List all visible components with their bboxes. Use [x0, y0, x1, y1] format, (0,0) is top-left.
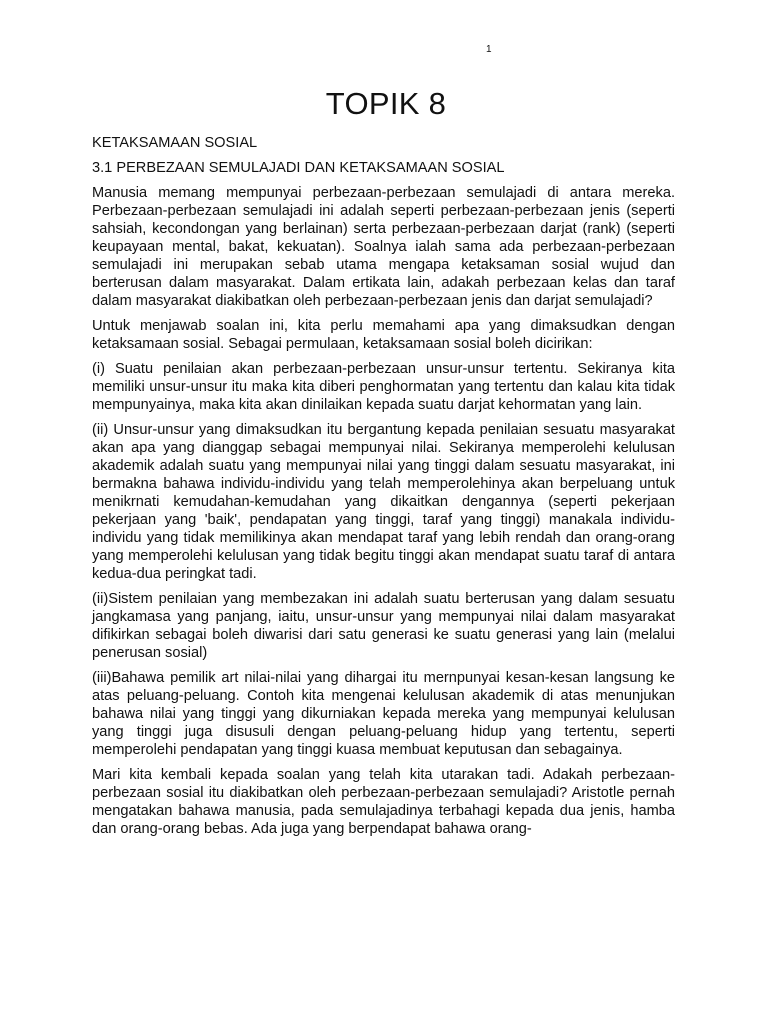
subsection-heading: 3.1 PERBEZAAN SEMULAJADI DAN KETAKSAMAAN SOSIAL [92, 160, 505, 176]
paragraph-point-ii-system: (ii)Sistem penilaian yang membezakan ini adalah suatu berterusan yang dalam sesuatu jangkamasa yang panjang, iaitu, unsur-unsur yang mempunyai nilai dalam masyarakat difikirkan sebagai boleh diwarisi dari satu generasi ke suatu generasi yang lain (melalui penerusan sosial) [92, 591, 675, 661]
paragraph-point-iii: (iii)Bahawa pemilik art nilai-nilai yang dihargai itu mernpunyai kesan-kesan langsung ke atas peluang-peluang. Contoh kita mengenai kelulusan akademik di atas menunjukan bahawa nilai yang tinggi yang dikurniakan kepada mereka yang mempunyai kelulusan yang tinggi juga disusuli dengan peluang-peluang hidup yang tertentu, seperti memperolehi pendapatan yang tinggi kuasa membuat keputusan dan sebagainya. [92, 670, 675, 758]
document-body [92, 134, 675, 845]
page-number: 1 [486, 44, 492, 55]
paragraph-question: Untuk menjawab soalan ini, kita perlu memahami apa yang dimaksudkan dengan ketaksamaan sosial. Sebagai permulaan, ketaksamaan sosial boleh dicirikan: [92, 318, 675, 352]
paragraph-point-i: (i) Suatu penilaian akan perbezaan-perbezaan unsur-unsur tertentu. Sekiranya kita memiliki unsur-unsur itu maka kita diberi penghormatan yang tertentu dan kalau kita tidak mempunyainya, maka kita akan dinilaikan kepada suatu darjat kehormatan yang lain. [92, 361, 675, 413]
paragraph-intro: Manusia memang mempunyai perbezaan-perbezaan semulajadi di antara mereka. Perbezaan-perbezaan semulajadi ini adalah seperti perbezaan-perbezaan jenis (seperti sahsiah, kecondongan yang berlainan) serta perbezaan-perbezaan darjat (rank) (seperti keupayaan mental, bakat, kekuatan). Soalnya ialah sama ada perbezaan-perbezaan semulajadi ini merupakan sebab utama mengapa ketaksaman sosial wujud dan berterusan dalam masyarakat. Dalam ertikata lain, adakah perbezaan kelas dan taraf dalam masyarakat diakibatkan oleh perbezaan-perbezaan jenis dan darjat semulajadi? [92, 185, 675, 309]
section-heading: KETAKSAMAAN SOSIAL [92, 135, 258, 151]
paragraph-point-ii: (ii) Unsur-unsur yang dimaksudkan itu bergantung kepada penilaian sesuatu masyarakat akan apa yang dianggap sebagai mempunyai nilai. Sekiranya memperolehi kelulusan akademik adalah suatu yang mempunyai nilai yang tinggi dalam sesuatu masyarakat, ini bermakna bahawa individu-individu yang telah memperolehinya akan berpeluang untuk menikrnati kemudahan-kemudahan yang dikaitkan dengannya (seperti pekerjaan pekerjaan yang 'baik', pendapatan yang tinggi, taraf yang tinggi) manakala individu-individu yang tidak memilikinya akan mendapat taraf yang lebih rendah dan orang-orang yang memperolehi kelulusan yang tidak begitu tinggi akan mendapat suatu taraf di antara kedua-dua peringkat tadi. [92, 422, 675, 582]
page-title: TOPIK 8 [325, 86, 447, 121]
paragraph-conclusion: Mari kita kembali kepada soalan yang telah kita utarakan tadi. Adakah perbezaan-perbezaan sosial itu diakibatkan oleh perbezaan-perbezaan semulajadi? Aristotle pernah mengatakan bahawa manusia, pada semulajadinya terbahagi kepada dua jenis, hamba dan orang-orang bebas. Ada juga yang berpendapat bahawa orang- [92, 767, 675, 837]
